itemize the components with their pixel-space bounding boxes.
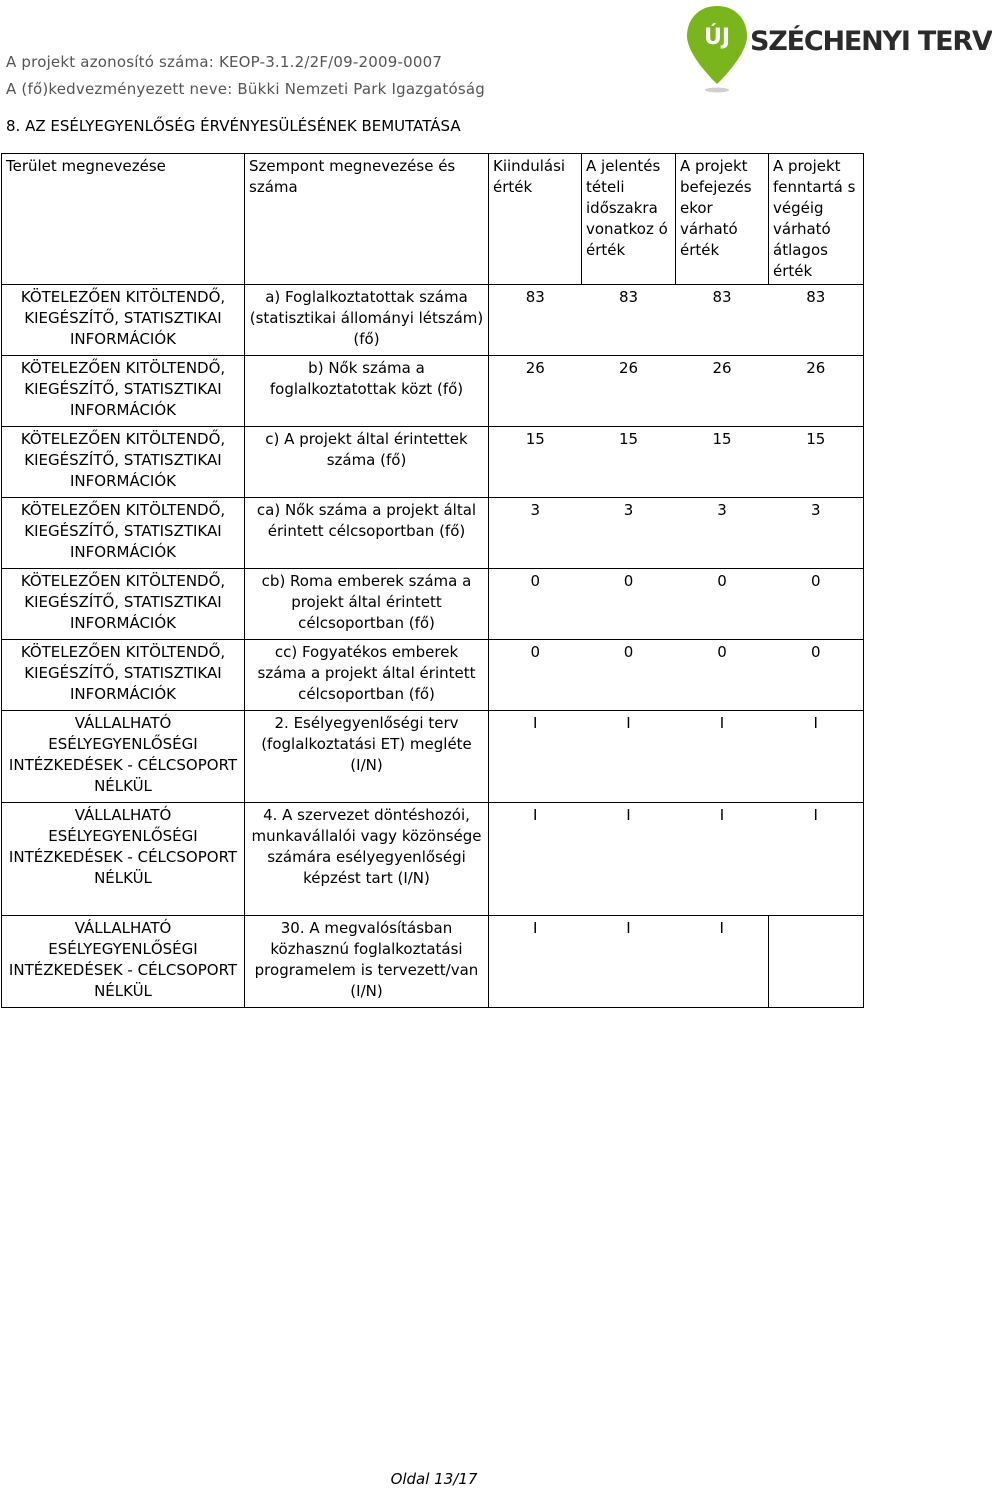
col-header-maintenance: A projekt fenntartá s végéig várható átlagos érték bbox=[769, 154, 864, 285]
value-cell: 83 bbox=[489, 285, 582, 356]
value-cell: 3 bbox=[769, 498, 864, 569]
value-cell: 0 bbox=[582, 569, 676, 640]
area-cell: KÖTELEZŐEN KITÖLTENDŐ, KIEGÉSZÍTŐ, STATISZTIKAI INFORMÁCIÓK bbox=[2, 569, 245, 640]
col-header-area: Terület megnevezése bbox=[2, 154, 245, 285]
value-cell: 0 bbox=[769, 640, 864, 711]
area-cell: VÁLLALHATÓ ESÉLYEGYENLŐSÉGI INTÉZKEDÉSEK - CÉLCSOPORT NÉLKÜL bbox=[2, 803, 245, 916]
col-header-aspect: Szempont megnevezése és száma bbox=[245, 154, 489, 285]
col-header-baseline: Kiindulási érték bbox=[489, 154, 582, 285]
beneficiary-line: A (fő)kedvezményezett neve: Bükki Nemzeti Park Igazgatóság bbox=[6, 80, 486, 98]
area-cell: KÖTELEZŐEN KITÖLTENDŐ, KIEGÉSZÍTŐ, STATISZTIKAI INFORMÁCIÓK bbox=[2, 640, 245, 711]
value-cell: 26 bbox=[582, 356, 676, 427]
logo-text: SZÉCHENYI TERV bbox=[750, 26, 992, 57]
area-cell: VÁLLALHATÓ ESÉLYEGYENLŐSÉGI INTÉZKEDÉSEK - CÉLCSOPORT NÉLKÜL bbox=[2, 916, 245, 1008]
value-cell: 26 bbox=[676, 356, 769, 427]
section-title: 8. AZ ESÉLYEGYENLŐSÉG ÉRVÉNYESÜLÉSÉNEK BEMUTATÁSA bbox=[6, 117, 461, 135]
col-header-report-period: A jelentés tételi időszakra vonatkoz ó érték bbox=[582, 154, 676, 285]
table-header-row bbox=[2, 154, 864, 285]
value-cell: I bbox=[489, 803, 582, 916]
value-cell: 3 bbox=[676, 498, 769, 569]
value-cell: I bbox=[582, 803, 676, 916]
area-cell: KÖTELEZŐEN KITÖLTENDŐ, KIEGÉSZÍTŐ, STATISZTIKAI INFORMÁCIÓK bbox=[2, 356, 245, 427]
area-cell: KÖTELEZŐEN KITÖLTENDŐ, KIEGÉSZÍTŐ, STATISZTIKAI INFORMÁCIÓK bbox=[2, 427, 245, 498]
value-cell: 15 bbox=[676, 427, 769, 498]
value-cell: I bbox=[769, 803, 864, 916]
table-row bbox=[2, 803, 864, 916]
table-row bbox=[2, 711, 864, 803]
value-cell: I bbox=[769, 711, 864, 803]
aspect-cell: 4. A szervezet döntéshozói, munkavállalói vagy közönsége számára esélyegyenlőségi képzést tart (I/N) bbox=[245, 803, 489, 916]
value-cell: 0 bbox=[489, 569, 582, 640]
aspect-cell: ca) Nők száma a projekt által érintett célcsoportban (fő) bbox=[245, 498, 489, 569]
value-cell: 15 bbox=[489, 427, 582, 498]
value-cell: I bbox=[582, 711, 676, 803]
aspect-cell: b) Nők száma a foglalkoztatottak közt (fő) bbox=[245, 356, 489, 427]
value-cell: I bbox=[676, 803, 769, 916]
value-cell: 0 bbox=[582, 640, 676, 711]
value-cell: 26 bbox=[489, 356, 582, 427]
page-number: Oldal 13/17 bbox=[390, 1470, 478, 1488]
table-row bbox=[2, 498, 864, 569]
table-row bbox=[2, 427, 864, 498]
project-id-line: A projekt azonosító száma: KEOP-3.1.2/2F/09-2009-0007 bbox=[6, 53, 443, 71]
value-cell: 0 bbox=[489, 640, 582, 711]
aspect-cell: cb) Roma emberek száma a projekt által érintett célcsoportban (fő) bbox=[245, 569, 489, 640]
value-cell: I bbox=[676, 711, 769, 803]
value-cell: 3 bbox=[489, 498, 582, 569]
area-cell: KÖTELEZŐEN KITÖLTENDŐ, KIEGÉSZÍTŐ, STATISZTIKAI INFORMÁCIÓK bbox=[2, 498, 245, 569]
value-cell: 0 bbox=[676, 569, 769, 640]
aspect-cell: a) Foglalkoztatottak száma (statisztikai állományi létszám) (fő) bbox=[245, 285, 489, 356]
aspect-cell: c) A projekt által érintettek száma (fő) bbox=[245, 427, 489, 498]
area-cell: VÁLLALHATÓ ESÉLYEGYENLŐSÉGI INTÉZKEDÉSEK - CÉLCSOPORT NÉLKÜL bbox=[2, 711, 245, 803]
aspect-cell: 2. Esélyegyenlőségi terv (foglalkoztatási ET) megléte (I/N) bbox=[245, 711, 489, 803]
value-cell: I bbox=[676, 916, 769, 1008]
area-cell: KÖTELEZŐEN KITÖLTENDŐ, KIEGÉSZÍTŐ, STATISZTIKAI INFORMÁCIÓK bbox=[2, 285, 245, 356]
logo-prefix: ÚJ bbox=[703, 25, 731, 50]
value-cell: 0 bbox=[676, 640, 769, 711]
table-row bbox=[2, 356, 864, 427]
value-cell: I bbox=[582, 916, 676, 1008]
col-header-completion: A projekt befejezés ekor várható érték bbox=[676, 154, 769, 285]
value-cell: 83 bbox=[676, 285, 769, 356]
aspect-cell: cc) Fogyatékos emberek száma a projekt által érintett célcsoportban (fő) bbox=[245, 640, 489, 711]
value-cell: 83 bbox=[582, 285, 676, 356]
table-row bbox=[2, 916, 864, 1008]
aspect-cell: 30. A megvalósításban közhasznú foglalkoztatási programelem is tervezett/van (I/N) bbox=[245, 916, 489, 1008]
value-cell: 15 bbox=[769, 427, 864, 498]
value-cell: 83 bbox=[769, 285, 864, 356]
value-cell: I bbox=[489, 711, 582, 803]
equal-opportunity-table bbox=[1, 153, 864, 1008]
table-row bbox=[2, 285, 864, 356]
value-cell: 26 bbox=[769, 356, 864, 427]
value-cell: 0 bbox=[769, 569, 864, 640]
value-cell bbox=[769, 916, 864, 1008]
map-pin-icon bbox=[684, 4, 750, 94]
value-cell: 15 bbox=[582, 427, 676, 498]
szechenyi-terv-logo bbox=[684, 4, 992, 94]
value-cell: I bbox=[489, 916, 582, 1008]
table-row bbox=[2, 569, 864, 640]
table-row bbox=[2, 640, 864, 711]
value-cell: 3 bbox=[582, 498, 676, 569]
